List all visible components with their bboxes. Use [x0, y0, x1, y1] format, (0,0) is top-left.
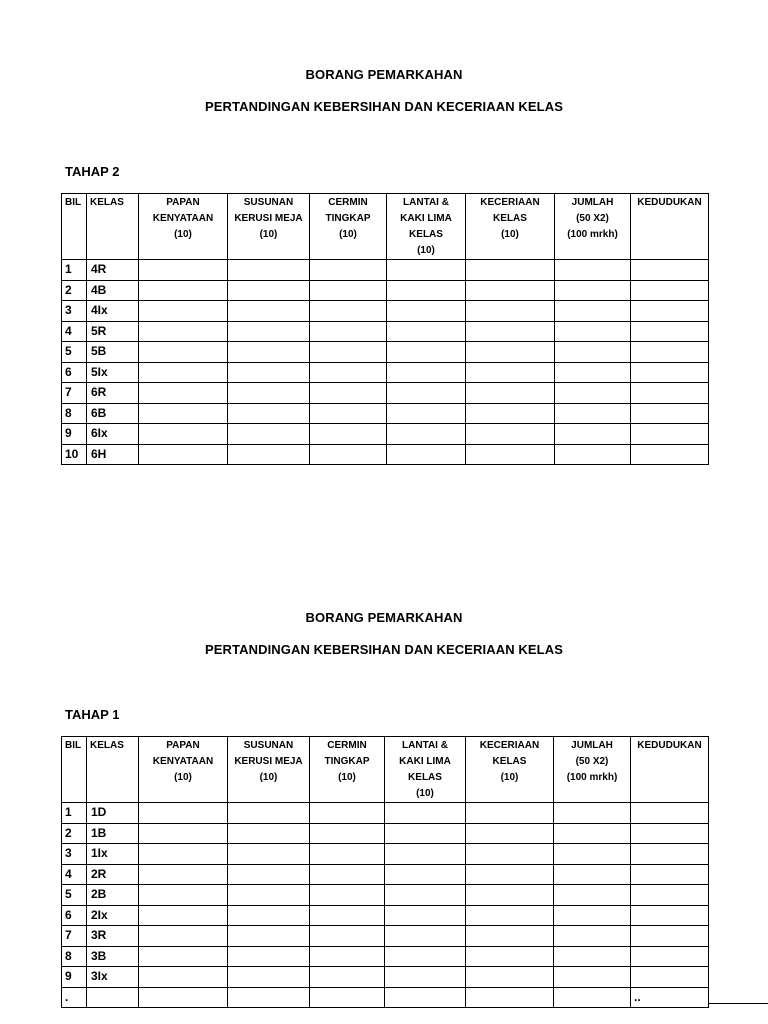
score-cell: [554, 926, 631, 947]
score-cell: [228, 383, 310, 404]
table-row: [62, 823, 709, 844]
kelas-cell: 5R: [87, 321, 139, 342]
score-cell: [139, 823, 228, 844]
score-cell: [310, 926, 385, 947]
bil-cell: 9: [62, 967, 87, 988]
score-cell: [385, 803, 466, 824]
score-cell: [139, 301, 228, 322]
score-cell: [466, 444, 555, 465]
score-cell: [554, 823, 631, 844]
stray-rule-line: [708, 1003, 768, 1004]
score-cell: [555, 301, 631, 322]
table-row: [62, 987, 709, 1008]
table-row: [62, 321, 709, 342]
score-cell: [466, 844, 554, 865]
kelas-cell: 2B: [87, 885, 139, 906]
kedudukan-cell: [631, 823, 709, 844]
table-row: [62, 946, 709, 967]
score-cell: [466, 987, 554, 1008]
column-header: KEDUDUKAN: [631, 194, 709, 260]
score-cell: [228, 444, 310, 465]
score-cell: [385, 885, 466, 906]
score-cell: [387, 301, 466, 322]
kelas-cell: 3B: [87, 946, 139, 967]
score-cell: [387, 342, 466, 363]
score-cell: [139, 260, 228, 281]
score-cell: [139, 803, 228, 824]
score-cell: [466, 905, 554, 926]
score-cell: [310, 823, 385, 844]
column-header: JUMLAH (50 X2) (100 mrkh): [555, 194, 631, 260]
table-row: [62, 424, 709, 445]
score-cell: [228, 926, 310, 947]
score-cell: [385, 823, 466, 844]
score-cell: [228, 864, 310, 885]
score-cell: [228, 362, 310, 383]
table-row: [62, 803, 709, 824]
score-cell: [466, 803, 554, 824]
bil-cell: 7: [62, 383, 87, 404]
score-cell: [387, 321, 466, 342]
score-cell: [555, 383, 631, 404]
bil-cell: 8: [62, 946, 87, 967]
score-table: [61, 193, 709, 465]
score-cell: [387, 424, 466, 445]
table-row: [62, 280, 709, 301]
kelas-cell: 1B: [87, 823, 139, 844]
kelas-cell: 1Ix: [87, 844, 139, 865]
table-header-row: [62, 194, 709, 260]
score-cell: [554, 803, 631, 824]
kelas-cell: 2R: [87, 864, 139, 885]
bil-cell: 4: [62, 864, 87, 885]
score-cell: [228, 321, 310, 342]
score-cell: [139, 946, 228, 967]
column-header: JUMLAH (50 X2) (100 mrkh): [554, 737, 631, 803]
score-cell: [387, 403, 466, 424]
column-header: SUSUNAN KERUSI MEJA (10): [228, 194, 310, 260]
kedudukan-cell: [631, 424, 709, 445]
score-cell: [555, 403, 631, 424]
score-cell: [310, 864, 385, 885]
score-cell: [555, 260, 631, 281]
kedudukan-cell: [631, 885, 709, 906]
score-cell: [466, 424, 555, 445]
kedudukan-cell: [631, 905, 709, 926]
table-row: [62, 967, 709, 988]
form-subtitle: PERTANDINGAN KEBERSIHAN DAN KECERIAAN KELAS: [205, 642, 563, 657]
kelas-cell: 6H: [87, 444, 139, 465]
score-cell: [554, 885, 631, 906]
form-subtitle: PERTANDINGAN KEBERSIHAN DAN KECERIAAN KELAS: [205, 99, 563, 114]
score-cell: [385, 864, 466, 885]
score-cell: [466, 403, 555, 424]
form-title: BORANG PEMARKAHAN: [305, 67, 463, 82]
table-row: [62, 864, 709, 885]
kelas-cell: 4R: [87, 260, 139, 281]
score-cell: [228, 260, 310, 281]
score-cell: [310, 803, 385, 824]
score-cell: [555, 321, 631, 342]
score-cell: [466, 280, 555, 301]
table-row: [62, 905, 709, 926]
score-cell: [466, 301, 555, 322]
kedudukan-cell: [631, 844, 709, 865]
score-cell: [310, 987, 385, 1008]
score-cell: [139, 280, 228, 301]
kedudukan-cell: [631, 967, 709, 988]
kelas-cell: 6B: [87, 403, 139, 424]
score-cell: [385, 905, 466, 926]
kedudukan-cell: [631, 321, 709, 342]
score-cell: [310, 362, 387, 383]
column-header: BIL: [62, 737, 87, 803]
score-cell: [466, 321, 555, 342]
score-cell: [228, 342, 310, 363]
table-row: [62, 403, 709, 424]
table-row: [62, 342, 709, 363]
column-header: LANTAI & KAKI LIMA KELAS (10): [385, 737, 466, 803]
tahap-label: TAHAP 1: [65, 707, 120, 722]
score-cell: [139, 987, 228, 1008]
kelas-cell: 3R: [87, 926, 139, 947]
score-cell: [466, 885, 554, 906]
bil-cell: 3: [62, 301, 87, 322]
score-cell: [310, 905, 385, 926]
score-cell: [139, 444, 228, 465]
score-cell: [385, 967, 466, 988]
score-cell: [228, 967, 310, 988]
score-cell: [310, 424, 387, 445]
table-row: [62, 444, 709, 465]
column-header: PAPAN KENYATAAN (10): [139, 194, 228, 260]
score-cell: [228, 803, 310, 824]
bil-cell: 5: [62, 342, 87, 363]
column-header: KELAS: [87, 194, 139, 260]
column-header: KEDUDUKAN: [631, 737, 709, 803]
kedudukan-cell: [631, 383, 709, 404]
score-cell: [228, 280, 310, 301]
score-cell: [554, 967, 631, 988]
score-cell: [228, 987, 310, 1008]
table-row: [62, 260, 709, 281]
score-cell: [139, 864, 228, 885]
kelas-cell: 4B: [87, 280, 139, 301]
bil-cell: 1: [62, 260, 87, 281]
kelas-cell: [87, 987, 139, 1008]
score-cell: [385, 926, 466, 947]
score-cell: [466, 967, 554, 988]
kelas-cell: 4Ix: [87, 301, 139, 322]
bil-cell: 2: [62, 280, 87, 301]
form-title: BORANG PEMARKAHAN: [305, 610, 463, 625]
score-cell: [139, 844, 228, 865]
table-row: [62, 362, 709, 383]
kelas-cell: 5Ix: [87, 362, 139, 383]
score-cell: [387, 383, 466, 404]
score-cell: [554, 844, 631, 865]
score-cell: [228, 844, 310, 865]
kedudukan-cell: [631, 444, 709, 465]
bil-cell: 7: [62, 926, 87, 947]
table-row: [62, 844, 709, 865]
score-cell: [228, 301, 310, 322]
score-cell: [139, 967, 228, 988]
bil-cell: .: [62, 987, 87, 1008]
score-cell: [555, 280, 631, 301]
kedudukan-cell: [631, 362, 709, 383]
bil-cell: 4: [62, 321, 87, 342]
bil-cell: 6: [62, 362, 87, 383]
kelas-cell: 3Ix: [87, 967, 139, 988]
score-cell: [228, 403, 310, 424]
score-cell: [310, 321, 387, 342]
score-cell: [555, 342, 631, 363]
table-header-row: [62, 737, 709, 803]
score-cell: [139, 885, 228, 906]
bil-cell: 1: [62, 803, 87, 824]
kedudukan-cell: ..: [631, 987, 709, 1008]
score-cell: [466, 823, 554, 844]
score-cell: [139, 342, 228, 363]
kelas-cell: 6R: [87, 383, 139, 404]
score-cell: [554, 987, 631, 1008]
kedudukan-cell: [631, 342, 709, 363]
column-header: CERMIN TINGKAP (10): [310, 737, 385, 803]
score-cell: [466, 926, 554, 947]
kelas-cell: 1D: [87, 803, 139, 824]
score-cell: [310, 301, 387, 322]
kedudukan-cell: [631, 803, 709, 824]
column-header: BIL: [62, 194, 87, 260]
score-cell: [228, 905, 310, 926]
score-cell: [466, 864, 554, 885]
kelas-cell: 2Ix: [87, 905, 139, 926]
table-row: [62, 885, 709, 906]
score-cell: [310, 383, 387, 404]
kelas-cell: 5B: [87, 342, 139, 363]
bil-cell: 6: [62, 905, 87, 926]
column-header: CERMIN TINGKAP (10): [310, 194, 387, 260]
kedudukan-cell: [631, 280, 709, 301]
column-header: LANTAI & KAKI LIMA KELAS (10): [387, 194, 466, 260]
score-cell: [385, 987, 466, 1008]
score-table: [61, 736, 709, 1008]
bil-cell: 8: [62, 403, 87, 424]
score-cell: [466, 342, 555, 363]
table-row: [62, 301, 709, 322]
score-cell: [554, 905, 631, 926]
bil-cell: 2: [62, 823, 87, 844]
score-cell: [310, 280, 387, 301]
bil-cell: 9: [62, 424, 87, 445]
score-cell: [228, 885, 310, 906]
column-header: KELAS: [87, 737, 139, 803]
score-cell: [387, 260, 466, 281]
score-cell: [310, 444, 387, 465]
table-row: [62, 383, 709, 404]
score-cell: [555, 362, 631, 383]
score-cell: [385, 946, 466, 967]
score-cell: [310, 967, 385, 988]
score-cell: [310, 260, 387, 281]
score-cell: [139, 383, 228, 404]
column-header: SUSUNAN KERUSI MEJA (10): [228, 737, 310, 803]
score-cell: [466, 260, 555, 281]
score-cell: [387, 280, 466, 301]
score-cell: [466, 946, 554, 967]
score-cell: [387, 444, 466, 465]
score-cell: [555, 424, 631, 445]
kedudukan-cell: [631, 946, 709, 967]
column-header: KECERIAAN KELAS (10): [466, 737, 554, 803]
score-cell: [310, 844, 385, 865]
score-cell: [310, 946, 385, 967]
score-cell: [466, 383, 555, 404]
kedudukan-cell: [631, 864, 709, 885]
score-cell: [139, 424, 228, 445]
score-cell: [139, 321, 228, 342]
column-header: PAPAN KENYATAAN (10): [139, 737, 228, 803]
score-cell: [228, 823, 310, 844]
bil-cell: 10: [62, 444, 87, 465]
score-cell: [555, 444, 631, 465]
score-cell: [139, 905, 228, 926]
bil-cell: 3: [62, 844, 87, 865]
kelas-cell: 6Ix: [87, 424, 139, 445]
score-cell: [310, 403, 387, 424]
score-cell: [385, 844, 466, 865]
kedudukan-cell: [631, 403, 709, 424]
table-row: [62, 926, 709, 947]
score-cell: [139, 403, 228, 424]
score-cell: [228, 424, 310, 445]
score-cell: [228, 946, 310, 967]
column-header: KECERIAAN KELAS (10): [466, 194, 555, 260]
score-cell: [310, 885, 385, 906]
score-cell: [554, 946, 631, 967]
kedudukan-cell: [631, 260, 709, 281]
tahap-label: TAHAP 2: [65, 164, 120, 179]
score-cell: [466, 362, 555, 383]
kedudukan-cell: [631, 926, 709, 947]
bil-cell: 5: [62, 885, 87, 906]
score-cell: [139, 362, 228, 383]
score-cell: [310, 342, 387, 363]
kedudukan-cell: [631, 301, 709, 322]
score-cell: [554, 864, 631, 885]
score-cell: [387, 362, 466, 383]
score-cell: [139, 926, 228, 947]
